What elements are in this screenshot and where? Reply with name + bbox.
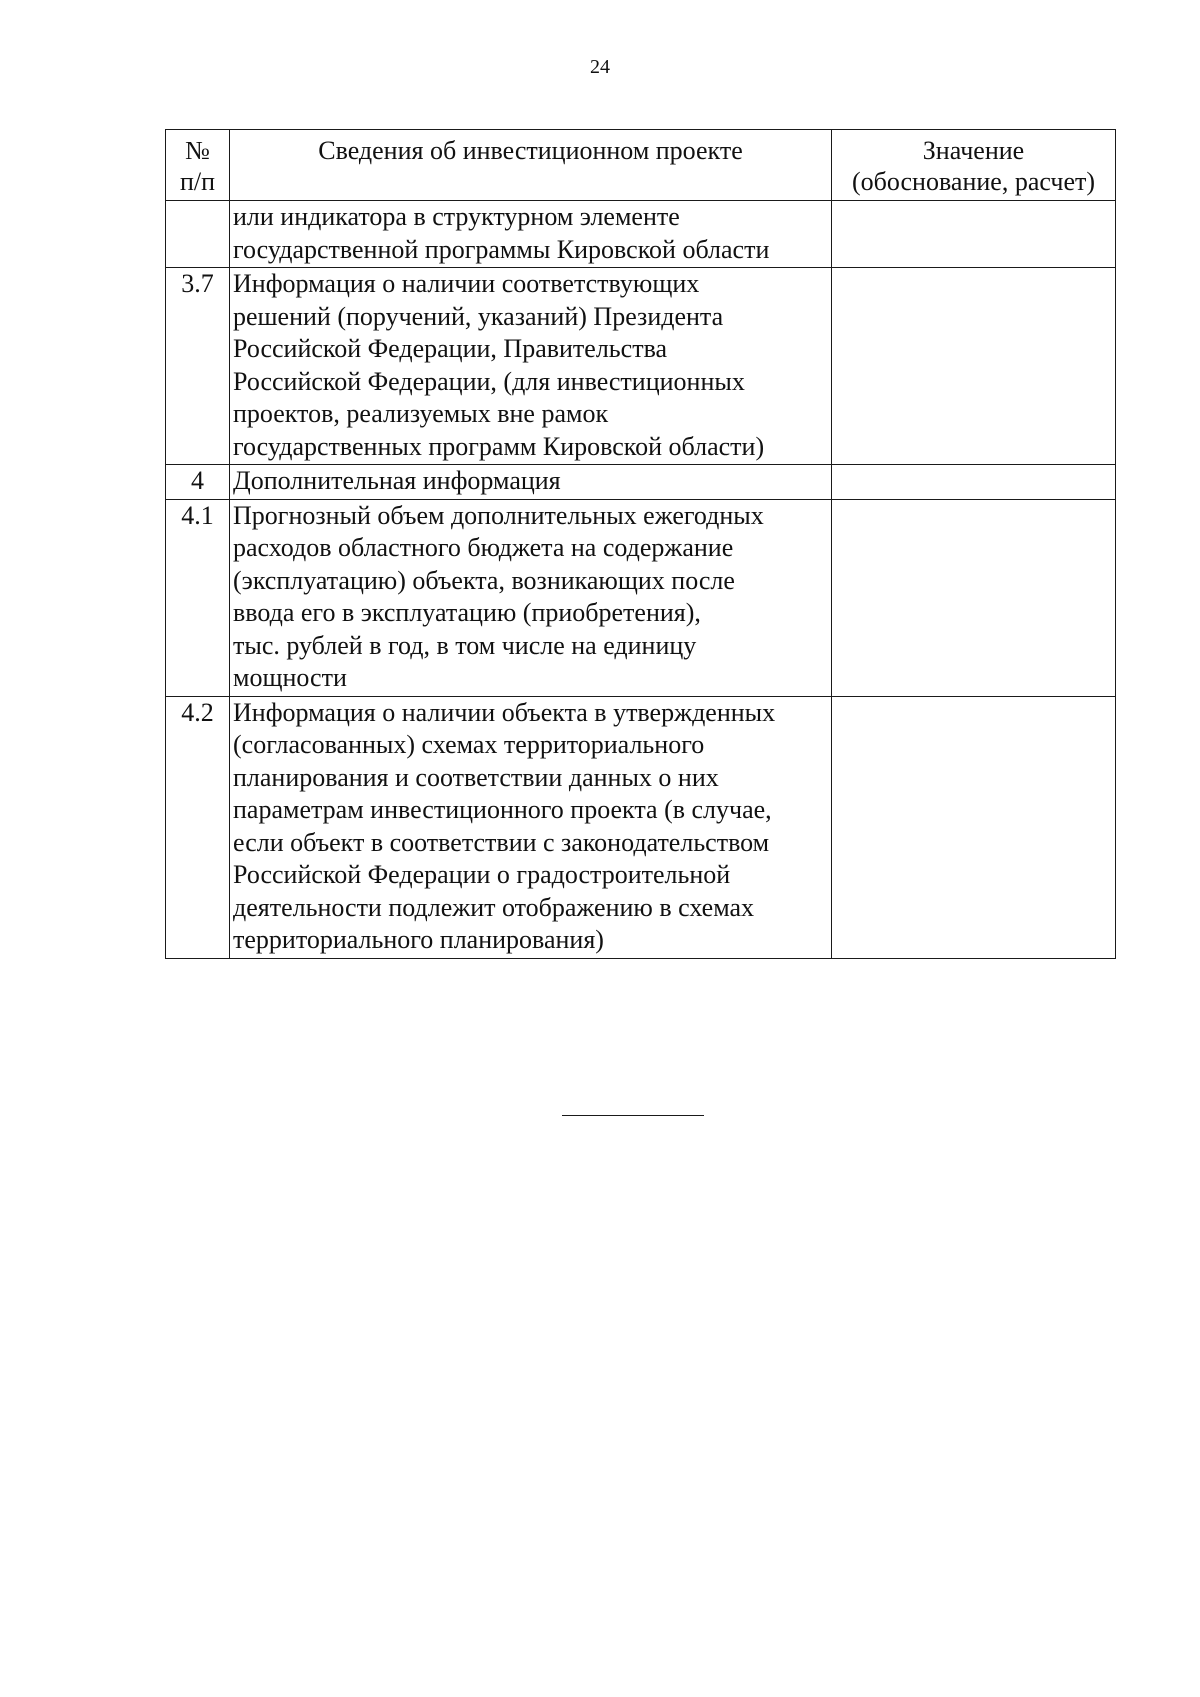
- row-info-cell: [230, 201, 832, 268]
- row-value-cell: [832, 696, 1116, 958]
- header-number: [166, 130, 230, 201]
- row-info-line: если объект в соответствии с законодательством: [233, 827, 770, 857]
- row-info-line: (эксплуатацию) объекта, возникающих после: [233, 565, 735, 595]
- header-info-line: Сведения об инвестиционном проекте: [318, 136, 743, 165]
- table-row: [166, 465, 1116, 500]
- row-info-cell: [230, 268, 832, 465]
- row-info-line: Российской Федерации, (для инвестиционных: [233, 366, 745, 396]
- row-info-line: Информация о наличии объекта в утвержденных: [233, 697, 776, 727]
- row-info-cell: [230, 696, 832, 958]
- row-info-line: тыс. рублей в год, в том числе на единицу: [233, 630, 697, 660]
- row-info-line: планирования и соответствии данных о них: [233, 762, 719, 792]
- row-info-line: решений (поручений, указаний) Президента: [233, 301, 724, 331]
- row-value-cell: [832, 465, 1116, 500]
- header-value-line: (обоснование, расчет): [851, 167, 1096, 196]
- row-info-line: территориального планирования): [233, 925, 604, 954]
- end-of-document-rule: [562, 1115, 704, 1116]
- header-info: [230, 130, 832, 201]
- row-value-cell: [832, 268, 1116, 465]
- row-info-line: мощности: [233, 663, 347, 692]
- row-info-line: Прогнозный объем дополнительных ежегодных: [233, 500, 764, 530]
- header-value: [832, 130, 1116, 201]
- row-value-cell: [832, 201, 1116, 268]
- row-info-line: ввода его в эксплуатацию (приобретения),: [233, 598, 701, 627]
- row-number-cell: 4: [166, 465, 230, 500]
- row-number-cell: 4.1: [166, 499, 230, 696]
- row-info-line: государственной программы Кировской области: [233, 234, 770, 264]
- header-row: [166, 130, 1116, 201]
- row-info-cell: [230, 465, 832, 500]
- row-number-cell: [166, 201, 230, 268]
- table-row: [166, 268, 1116, 465]
- page-number: 24: [590, 56, 610, 78]
- row-info-line: или индикатора в структурном элементе: [233, 202, 680, 231]
- row-info-line: Информация о наличии соответствующих: [233, 269, 700, 298]
- row-info-line: деятельности подлежит отображению в схемах: [233, 892, 755, 922]
- row-info-line: государственных программ Кировской области): [233, 431, 765, 461]
- table-row: [166, 201, 1116, 268]
- row-info-line: Российской Федерации о градостроительной: [233, 860, 731, 889]
- table-row: [166, 499, 1116, 696]
- row-info-line: (согласованных) схемах территориального: [233, 730, 705, 759]
- row-number-cell: 3.7: [166, 268, 230, 465]
- row-info-line: проектов, реализуемых вне рамок: [233, 399, 609, 428]
- row-number-cell: 4.2: [166, 696, 230, 958]
- header-value-line: Значение: [922, 136, 1025, 165]
- row-value-cell: [832, 499, 1116, 696]
- row-info-line: Российской Федерации, Правительства: [233, 334, 668, 363]
- table-body: [166, 201, 1116, 959]
- row-info-cell: [230, 499, 832, 696]
- header-number-line: №: [185, 136, 210, 165]
- investment-project-table: [165, 129, 1116, 959]
- table-row: [166, 696, 1116, 958]
- row-info-line: Дополнительная информация: [233, 466, 561, 495]
- header-number-line: п/п: [179, 167, 216, 196]
- table-header: [166, 130, 1116, 201]
- row-info-line: параметрам инвестиционного проекта (в случае,: [233, 795, 772, 824]
- row-info-line: расходов областного бюджета на содержание: [233, 533, 734, 562]
